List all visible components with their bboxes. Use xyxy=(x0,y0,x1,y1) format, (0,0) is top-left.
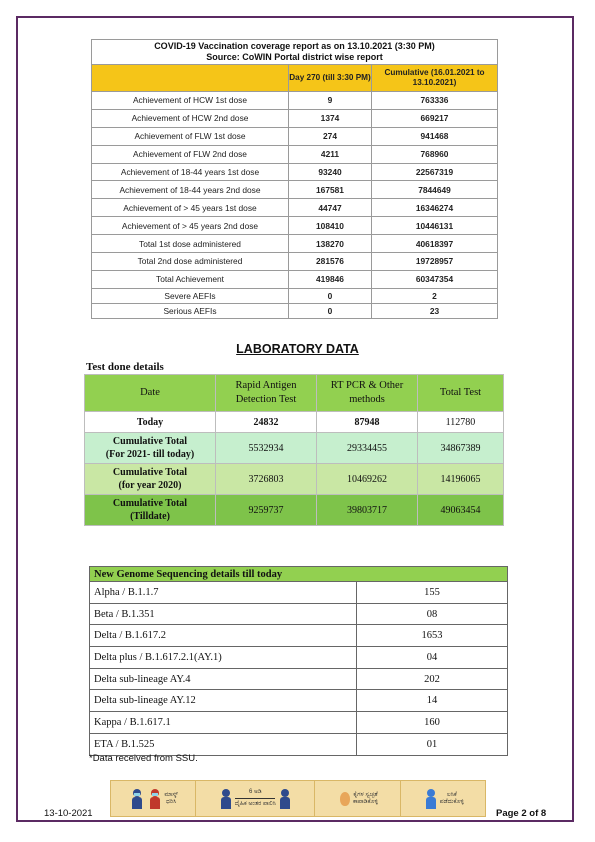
lab-cum2020-label1: Cumulative Total xyxy=(112,467,188,478)
page-of: of xyxy=(526,808,541,819)
vaccination-row-label: Achievement of HCW 1st dose xyxy=(92,92,289,110)
banner-vaccine-line1: ಲಸಿಕೆ xyxy=(446,791,457,798)
vaccination-row-label: Serious AEFIs xyxy=(92,303,289,318)
page-current: 2 xyxy=(521,808,527,819)
banner-handwash-segment xyxy=(315,781,400,816)
lab-header-total: Total Test xyxy=(418,375,504,412)
vaccination-row xyxy=(92,217,498,235)
vaccination-row xyxy=(92,181,498,199)
genome-footnote: *Data received from SSU. xyxy=(89,753,198,764)
vaccination-row-label: Total Achievement xyxy=(92,270,289,288)
genome-variant-count: 08 xyxy=(357,603,508,625)
genome-variant-count: 01 xyxy=(357,733,508,755)
vaccination-row xyxy=(92,253,498,271)
vaccination-row xyxy=(92,127,498,145)
vaccination-row xyxy=(92,145,498,163)
lab-header-rtpcr: RT PCR & Other methods xyxy=(317,375,418,412)
vaccination-row-day: 167581 xyxy=(289,181,372,199)
lab-cum2021-label1: Cumulative Total xyxy=(112,436,188,447)
lab-heading: LABORATORY DATA xyxy=(236,342,359,356)
vaccination-row-label: Achievement of 18-44 years 1st dose xyxy=(92,163,289,181)
vaccination-source: Source: CoWIN Portal district wise report xyxy=(206,52,383,62)
vaccination-row-day: 0 xyxy=(289,303,372,318)
person-icon-2 xyxy=(279,789,291,809)
genome-variant-name: Delta plus / B.1.617.2.1(AY.1) xyxy=(90,647,357,669)
banner-distance-text xyxy=(235,789,276,808)
genome-variant-count: 155 xyxy=(357,582,508,604)
vaccination-row-cum: 2 xyxy=(372,288,498,303)
banner-mask-segment xyxy=(111,781,196,816)
vaccination-row-label: Severe AEFIs xyxy=(92,288,289,303)
vaccination-row-cum: 763336 xyxy=(372,92,498,110)
lab-cumall-rat: 9259737 xyxy=(216,495,317,526)
lab-cum2020-label2: (for year 2020) xyxy=(118,480,182,491)
vaccination-row-cum: 941468 xyxy=(372,127,498,145)
genome-row xyxy=(90,690,508,712)
vaccination-row-label: Achievement of FLW 1st dose xyxy=(92,127,289,145)
vaccination-row-day: 274 xyxy=(289,127,372,145)
vaccination-row-day: 108410 xyxy=(289,217,372,235)
header-blank-cell xyxy=(92,65,289,92)
genome-variant-name: Beta / B.1.351 xyxy=(90,603,357,625)
genome-row xyxy=(90,625,508,647)
vaccination-row xyxy=(92,92,498,110)
genome-variant-name: Kappa / B.1.617.1 xyxy=(90,712,357,734)
vaccination-row xyxy=(92,288,498,303)
vaccination-row-cum: 16346274 xyxy=(372,199,498,217)
vaccination-row-cum: 40618397 xyxy=(372,235,498,253)
genome-variant-count: 14 xyxy=(357,690,508,712)
vaccine-icon xyxy=(425,789,437,809)
genome-row xyxy=(90,733,508,755)
vaccination-row-label: Total 2nd dose administered xyxy=(92,253,289,271)
vaccination-row-day: 138270 xyxy=(289,235,372,253)
vaccination-table xyxy=(91,39,498,319)
genome-row xyxy=(90,712,508,734)
vaccination-row-cum: 22567319 xyxy=(372,163,498,181)
vaccination-row-cum: 768960 xyxy=(372,145,498,163)
genome-variant-count: 160 xyxy=(357,712,508,734)
lab-cum2021-rat: 5532934 xyxy=(216,433,317,464)
footer-date: 13-10-2021 xyxy=(44,808,93,819)
genome-row xyxy=(90,582,508,604)
genome-variant-name: Alpha / B.1.1.7 xyxy=(90,582,357,604)
vaccination-row-label: Achievement of HCW 2nd dose xyxy=(92,109,289,127)
header-day: Day 270 (till 3:30 PM) xyxy=(289,65,372,92)
lab-cum2020-total: 14196065 xyxy=(418,464,504,495)
lab-cumall-rtpcr: 39803717 xyxy=(317,495,418,526)
vaccination-row xyxy=(92,303,498,318)
vaccination-row xyxy=(92,235,498,253)
banner-handwash-line2: ಕಾಪಾಡಿಕೊಳ್ಳಿ xyxy=(353,798,378,805)
lab-cumall-label2: (Tilldate) xyxy=(130,511,170,522)
lab-today-total: 112780 xyxy=(418,412,504,433)
banner-distance-segment xyxy=(196,781,315,816)
vaccination-row-label: Achievement of > 45 years 1st dose xyxy=(92,199,289,217)
vaccination-row xyxy=(92,270,498,288)
lab-today-rat: 24832 xyxy=(216,412,317,433)
lab-row-cum-2020 xyxy=(85,464,504,495)
lab-today-rtpcr: 87948 xyxy=(317,412,418,433)
banner-mask-line2: ಧರಿಸಿ xyxy=(166,798,177,805)
person-icon xyxy=(220,789,232,809)
lab-header-rat: Rapid Antigen Detection Test xyxy=(216,375,317,412)
vaccination-row-day: 0 xyxy=(289,288,372,303)
lab-cum2020-rat: 3726803 xyxy=(216,464,317,495)
vaccination-row-day: 9 xyxy=(289,92,372,110)
banner-vaccine-line2: ಪಡೆದುಕೊಳ್ಳಿ xyxy=(439,798,464,805)
footer-page-number xyxy=(496,808,546,819)
vaccination-row-label: Achievement of > 45 years 2nd dose xyxy=(92,217,289,235)
banner-mask-line1: ಮಾಸ್ಕ್ xyxy=(164,791,178,798)
lab-cum2021-total: 34867389 xyxy=(418,433,504,464)
page-prefix: Page xyxy=(496,808,522,819)
vaccination-row-label: Achievement of FLW 2nd dose xyxy=(92,145,289,163)
lab-cum2021-label2: (For 2021- till today) xyxy=(105,449,195,460)
banner-handwash-text xyxy=(353,792,378,806)
genome-variant-name: Delta sub-lineage AY.4 xyxy=(90,668,357,690)
header-cumulative: Cumulative (16.01.2021 to 13.10.2021) xyxy=(372,65,498,92)
vaccination-title: COVID-19 Vaccination coverage report as on 13.10.2021 (3:30 PM) xyxy=(154,41,435,51)
lab-row-today xyxy=(85,412,504,433)
banner-distance-top: 6 ಅಡಿ xyxy=(248,789,262,795)
awareness-banner xyxy=(110,780,486,817)
vaccination-row-day: 419846 xyxy=(289,270,372,288)
genome-variant-name: ETA / B.1.525 xyxy=(90,733,357,755)
vaccination-row-day: 93240 xyxy=(289,163,372,181)
genome-variant-count: 04 xyxy=(357,647,508,669)
page-total: 8 xyxy=(540,808,547,819)
vaccination-row-day: 1374 xyxy=(289,109,372,127)
vaccination-row-cum: 23 xyxy=(372,303,498,318)
lab-cumall-label xyxy=(85,495,216,526)
genome-variant-count: 1653 xyxy=(357,625,508,647)
lab-row-cum-all xyxy=(85,495,504,526)
genome-heading: New Genome Sequencing details till today xyxy=(90,567,508,582)
lab-table xyxy=(84,374,504,526)
genome-variant-count: 202 xyxy=(357,668,508,690)
banner-mask-text xyxy=(164,792,178,806)
banner-distance-bottom: ದೈಹಿಕ ಅಂತರ ಪಾಲಿಸಿ xyxy=(234,801,276,807)
vaccination-title-cell xyxy=(92,40,498,65)
lab-cumall-total: 49063454 xyxy=(418,495,504,526)
vaccination-row xyxy=(92,163,498,181)
vaccination-row-day: 281576 xyxy=(289,253,372,271)
lab-cum2021-label xyxy=(85,433,216,464)
vaccination-row xyxy=(92,109,498,127)
vaccination-row-cum: 19728957 xyxy=(372,253,498,271)
person-mask-icon-2 xyxy=(149,789,161,809)
handwash-icon xyxy=(340,792,350,806)
lab-cum2020-label xyxy=(85,464,216,495)
genome-row xyxy=(90,647,508,669)
vaccination-row-label: Total 1st dose administered xyxy=(92,235,289,253)
lab-cumall-label1: Cumulative Total xyxy=(112,498,188,509)
vaccination-row-cum: 60347354 xyxy=(372,270,498,288)
banner-vaccine-text xyxy=(440,792,464,806)
vaccination-row xyxy=(92,199,498,217)
lab-today-label: Today xyxy=(85,412,216,433)
lab-caption: Test done details xyxy=(86,361,164,373)
vaccination-row-day: 44747 xyxy=(289,199,372,217)
vaccination-row-cum: 7844649 xyxy=(372,181,498,199)
genome-table xyxy=(89,566,508,756)
genome-row xyxy=(90,668,508,690)
lab-header-date: Date xyxy=(85,375,216,412)
lab-cum2020-rtpcr: 10469262 xyxy=(317,464,418,495)
banner-handwash-line1: ಕೈಗಳ ಸ್ವಚ್ಛತೆ xyxy=(353,791,378,798)
lab-cum2021-rtpcr: 29334455 xyxy=(317,433,418,464)
distance-arrow-icon xyxy=(235,798,275,799)
vaccination-row-day: 4211 xyxy=(289,145,372,163)
vaccination-row-label: Achievement of 18-44 years 2nd dose xyxy=(92,181,289,199)
genome-variant-name: Delta sub-lineage AY.12 xyxy=(90,690,357,712)
banner-vaccine-segment xyxy=(401,781,485,816)
genome-variant-name: Delta / B.1.617.2 xyxy=(90,625,357,647)
lab-row-cum-2021 xyxy=(85,433,504,464)
vaccination-row-cum: 669217 xyxy=(372,109,498,127)
person-mask-icon xyxy=(131,789,143,809)
vaccination-row-cum: 10446131 xyxy=(372,217,498,235)
genome-row xyxy=(90,603,508,625)
